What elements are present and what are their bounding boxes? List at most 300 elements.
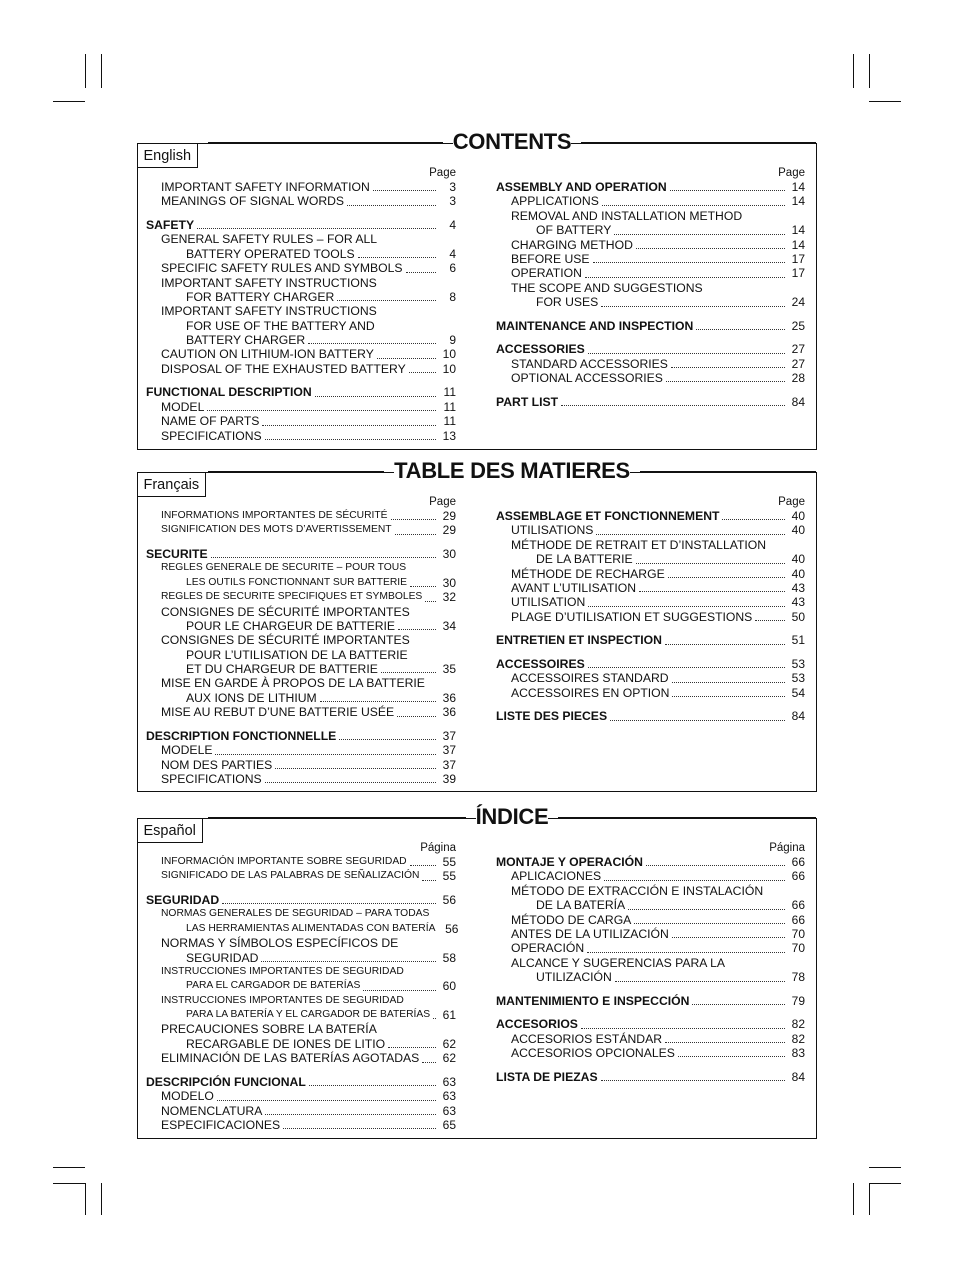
dot-leader [670, 190, 785, 191]
toc-entry-text: THE SCOPE AND SUGGESTIONS [511, 280, 703, 295]
toc-entry [496, 671, 805, 685]
toc-page-number: 10 [442, 347, 456, 362]
toc-entry-text: REMOVAL AND INSTALLATION METHOD [511, 208, 743, 223]
crop-mark [101, 1183, 102, 1215]
toc-entry-text: MODELE [161, 743, 213, 758]
toc-page-number: 29 [442, 523, 456, 538]
dot-leader [211, 557, 436, 558]
toc-entry-text: ESPECIFICACIONES [161, 1118, 281, 1132]
toc-entry-text: ACCESORIOS OPCIONALES [511, 1046, 675, 1061]
toc-entry-text: SAFETY [146, 217, 195, 232]
toc-entry [146, 194, 456, 208]
toc-heading-entry [496, 319, 805, 333]
toc-entry-text: DE LA BATERÍA [536, 898, 626, 913]
toc-entry-text: MÉTHODE DE RETRAIT ET D’INSTALLATION [511, 537, 767, 552]
toc-entry [496, 884, 805, 898]
toc-page-number: 32 [442, 590, 456, 605]
toc-page-number: 10 [442, 361, 456, 376]
dot-leader [588, 353, 785, 354]
toc-entry-text: ENTRETIEN ET INSPECTION [496, 633, 662, 648]
dot-leader [397, 716, 436, 717]
toc-entry-text: POUR L’UTILISATION DE LA BATTERIE [186, 647, 408, 662]
toc-entry [496, 970, 805, 984]
toc-spacer [496, 385, 805, 394]
dot-leader [309, 1085, 436, 1086]
toc-column-right [496, 841, 805, 1084]
toc-page-number: 66 [791, 898, 805, 913]
toc-page-number: 27 [791, 342, 805, 357]
toc-page-number: 79 [791, 993, 805, 1008]
dot-leader [283, 1128, 436, 1129]
toc-entry [496, 567, 805, 581]
toc-spacer [146, 209, 456, 218]
toc-spacer [496, 1008, 805, 1017]
toc-entry [496, 295, 805, 309]
toc-entry [496, 869, 805, 883]
toc-page-number: 58 [442, 950, 456, 965]
toc-entry-text: LAS HERRAMIENTAS ALIMENTADAS CON BATERÍA [186, 922, 436, 934]
toc-page-number: 82 [791, 1031, 805, 1046]
toc-entry [146, 1089, 456, 1103]
toc-entry [146, 429, 456, 443]
toc-spacer [496, 1060, 805, 1069]
dot-leader [593, 262, 785, 263]
dot-leader [665, 1042, 785, 1043]
toc-entry-text: AVANT L’UTILISATION [511, 580, 637, 595]
dot-leader [602, 205, 785, 206]
dot-leader [215, 754, 436, 755]
toc-entry-text: ACCESORIOS [496, 1017, 578, 1032]
dot-leader [604, 880, 785, 881]
toc-page-number: 51 [791, 633, 805, 648]
dot-leader [614, 234, 785, 235]
toc-heading-entry [496, 342, 805, 356]
toc-entry-text: ACCESSORIES [496, 342, 585, 357]
toc-entry [146, 180, 456, 194]
toc-heading-entry [496, 395, 805, 409]
toc-page-number: 14 [791, 237, 805, 252]
toc-entry [496, 1046, 805, 1060]
toc-entry-text: LES OUTILS FONCTIONNANT SUR BATTERIE [186, 576, 408, 588]
toc-page-number: 62 [442, 1051, 456, 1066]
toc-heading-entry [146, 218, 456, 232]
toc-page-number: 35 [442, 662, 456, 677]
toc-page-number: 36 [442, 705, 456, 720]
toc-page-number: 82 [791, 1017, 805, 1032]
toc-heading-entry [496, 1070, 805, 1084]
dot-leader [265, 1114, 436, 1115]
toc-page-number: 40 [791, 508, 805, 523]
toc-entry-text: OPERACIÓN [511, 941, 585, 956]
toc-entry [146, 576, 456, 590]
toc-entry-text: INFORMATIONS IMPORTANTES DE SÉCURITÉ [161, 509, 388, 521]
toc-entry [146, 400, 456, 414]
toc-page-number: 11 [443, 414, 456, 429]
toc-entry-text: MISE AU REBUT D’UNE BATTERIE USÉE [161, 705, 395, 720]
toc-entry [496, 956, 805, 970]
toc-entry [496, 927, 805, 941]
toc-page-number: 54 [791, 685, 805, 700]
toc-entry-text: CONSIGNES DE SÉCURITÉ IMPORTANTES [161, 633, 410, 648]
toc-entry-text: AUX IONS DE LITHIUM [186, 690, 317, 705]
language-label: Français [137, 472, 207, 497]
page-column-header: Page [429, 496, 456, 508]
dot-leader [422, 880, 436, 881]
toc-entry [146, 705, 456, 719]
toc-entry-text: SIGNIFICATION DES MOTS D’AVERTISSEMENT [161, 524, 392, 536]
crop-mark [853, 54, 854, 88]
toc-entry-text: FOR USES [536, 295, 599, 310]
toc-entry [146, 758, 456, 772]
toc-page-number: 66 [791, 912, 805, 927]
toc-page-number: 39 [442, 772, 456, 786]
crop-mark [869, 1167, 901, 1168]
toc-entry-text: MAINTENANCE AND INSPECTION [496, 318, 694, 333]
toc-entry-text: IMPORTANT SAFETY INSTRUCTIONS [161, 275, 377, 290]
toc-entry-text: UTILISATIONS [511, 523, 594, 538]
toc-entry [146, 921, 459, 936]
toc-entry [146, 276, 456, 290]
title-rule [208, 471, 384, 472]
dot-leader [722, 519, 785, 520]
dot-leader [388, 1047, 436, 1048]
toc-entry-text: UTILISATION [511, 595, 586, 610]
toc-entry [496, 281, 805, 295]
toc-entry [146, 648, 456, 662]
dot-leader [672, 696, 785, 697]
toc-entry-text: IMPORTANT SAFETY INFORMATION [161, 179, 370, 194]
toc-entry-text: ET DU CHARGEUR DE BATTERIE [186, 662, 378, 677]
toc-column-right [496, 495, 805, 724]
dot-leader [596, 534, 785, 535]
toc-page-number: 53 [791, 656, 805, 671]
toc-entry-text: SPECIFIC SAFETY RULES AND SYMBOLS [161, 261, 403, 276]
toc-page-number: 50 [791, 609, 805, 624]
toc-page-number: 66 [791, 869, 805, 884]
dot-leader [262, 425, 436, 426]
title-rule [208, 817, 466, 818]
toc-entry-text: INSTRUCCIONES IMPORTANTES DE SEGURIDAD [161, 994, 404, 1006]
toc-page-number: 43 [791, 580, 805, 595]
page-column-header: Página [420, 842, 456, 854]
section-title: ÍNDICE [476, 802, 549, 832]
toc-entry-text: ACCESORIOS ESTÁNDAR [511, 1031, 663, 1046]
crop-mark [869, 1183, 901, 1184]
toc-entry [146, 290, 456, 304]
dot-leader [672, 682, 785, 683]
dot-leader [672, 937, 785, 938]
dot-leader [561, 405, 785, 406]
contents-section-espanol [137, 804, 817, 1139]
toc-spacer [146, 720, 456, 729]
toc-entry [496, 581, 805, 595]
toc-entry-text: MEANINGS OF SIGNAL WORDS [161, 194, 345, 209]
toc-entry [496, 266, 805, 280]
crop-mark [869, 54, 870, 88]
toc-entry [496, 252, 805, 266]
toc-entry-text: FOR USE OF THE BATTERY AND [186, 318, 375, 333]
language-label: English [137, 143, 199, 168]
title-rule [558, 817, 816, 818]
dot-leader [696, 329, 785, 330]
toc-page-number: 63 [442, 1089, 456, 1104]
toc-entry [146, 561, 456, 575]
toc-entry-text: UTILIZACIÓN [536, 970, 612, 985]
dot-leader [398, 629, 436, 630]
dot-leader [601, 306, 785, 307]
toc-entry-text: FUNCTIONAL DESCRIPTION [146, 385, 312, 400]
toc-page-number: 4 [449, 217, 456, 232]
page-column-header: Página [769, 842, 805, 854]
toc-entry-text: INSTRUCCIONES IMPORTANTES DE SEGURIDAD [161, 965, 404, 977]
toc-page-number: 14 [791, 179, 805, 194]
toc-spacer [496, 333, 805, 342]
toc-page-number: 84 [791, 1069, 805, 1084]
toc-entry [146, 509, 456, 523]
toc-entry [496, 223, 805, 237]
toc-entry-text: SECURITE [146, 546, 208, 561]
toc-heading-entry [496, 509, 805, 523]
toc-spacer [496, 648, 805, 657]
toc-heading-entry [496, 633, 805, 647]
toc-page-number: 62 [442, 1036, 456, 1051]
dot-leader [315, 396, 436, 397]
crop-mark [869, 101, 901, 102]
toc-entry [496, 538, 805, 552]
toc-entry [146, 994, 456, 1008]
toc-entry-text: PART LIST [496, 394, 559, 409]
toc-entry-text: NORMAS GENERALES DE SEGURIDAD – PARA TODAS [161, 908, 430, 920]
dot-leader [391, 519, 436, 520]
toc-entry-text: PARA EL CARGADOR DE BATERÍAS [186, 980, 361, 992]
toc-entry-text: ALCANCE Y SUGERENCIAS PARA LA [511, 955, 726, 970]
dot-leader [636, 248, 785, 249]
toc-entry-text: GENERAL SAFETY RULES – FOR ALL [161, 232, 378, 247]
toc-page-number: 6 [449, 261, 456, 276]
toc-entry [496, 898, 805, 912]
toc-heading-entry [146, 1075, 456, 1089]
toc-entry [146, 362, 456, 376]
toc-entry [146, 936, 456, 950]
language-label: Español [137, 818, 203, 843]
toc-page-number: 60 [442, 979, 456, 994]
toc-entry [496, 610, 805, 624]
toc-entry [146, 676, 456, 690]
toc-page-number: 65 [442, 1118, 456, 1132]
toc-entry-text: PRECAUCIONES SOBRE LA BATERÍA [161, 1022, 377, 1037]
toc-entry-text: MANTENIMIENTO E INSPECCIÓN [496, 993, 690, 1008]
toc-entry [146, 772, 456, 786]
toc-page-number: 3 [449, 179, 456, 194]
toc-page-number: 3 [449, 194, 456, 209]
section-title: TABLE DES MATIERES [394, 456, 630, 486]
toc-page-number: 70 [791, 926, 805, 941]
toc-heading-entry [146, 729, 456, 743]
toc-entry-text: ASSEMBLAGE ET FONCTIONNEMENT [496, 508, 720, 523]
toc-entry-text: APLICACIONES [511, 869, 602, 884]
toc-page-number: 40 [791, 552, 805, 567]
toc-entry [146, 590, 456, 604]
dot-leader [410, 865, 436, 866]
crop-mark [85, 1183, 86, 1215]
toc-entry-text: PLAGE D’UTILISATION ET SUGGESTIONS [511, 609, 753, 624]
toc-entry [146, 261, 456, 275]
toc-entry [496, 941, 805, 955]
page-column-header: Page [778, 167, 805, 179]
toc-entry-text: ASSEMBLY AND OPERATION [496, 179, 667, 194]
toc-page-number: 8 [449, 289, 456, 304]
dot-leader [261, 961, 436, 962]
toc-page-number: 36 [442, 690, 456, 705]
dot-leader [347, 205, 436, 206]
toc-entry-text: OPERATION [511, 266, 582, 281]
dot-leader [265, 782, 436, 783]
toc-page-number: 24 [791, 295, 805, 310]
toc-page-number: 55 [442, 869, 456, 884]
dot-leader [406, 272, 436, 273]
toc-page-number: 40 [791, 566, 805, 581]
dot-leader [678, 1056, 785, 1057]
toc-entry-text: MODEL [161, 399, 205, 414]
toc-entry-text: SPECIFICATIONS [161, 428, 262, 443]
dot-leader [634, 923, 785, 924]
toc-page-number: 84 [791, 394, 805, 409]
section-title: CONTENTS [453, 127, 572, 157]
dot-leader [610, 720, 785, 721]
toc-entry [146, 304, 456, 318]
dot-leader [588, 667, 785, 668]
dot-leader [358, 257, 436, 258]
toc-entry-text: ACCESSOIRES [496, 656, 585, 671]
dot-leader [692, 1004, 785, 1005]
toc-entry [496, 238, 805, 252]
toc-entry-text: MONTAJE Y OPERACIÓN [496, 854, 643, 869]
crop-mark [869, 1183, 870, 1215]
dot-leader [639, 591, 785, 592]
dot-leader [601, 1080, 785, 1081]
toc-entry-text: REGLES DE SECURITE SPECIFIQUES ET SYMBOLES [161, 591, 423, 603]
toc-entry-text: ACCESSOIRES STANDARD [511, 671, 669, 686]
toc-entry [146, 1008, 456, 1022]
dot-leader [217, 1100, 436, 1101]
dot-leader [377, 358, 436, 359]
toc-entry-text: MODELO [161, 1089, 214, 1104]
toc-column-left [146, 495, 456, 786]
toc-page-number: 17 [791, 266, 805, 281]
dot-leader [381, 672, 436, 673]
dot-leader [425, 601, 436, 602]
toc-entry [146, 414, 456, 428]
toc-entry-text: CONSIGNES DE SÉCURITÉ IMPORTANTES [161, 604, 410, 619]
dot-leader [222, 903, 436, 904]
dot-leader [373, 190, 436, 191]
toc-entry-text: FOR BATTERY CHARGER [186, 289, 335, 304]
toc-entry [146, 965, 456, 979]
toc-page-number: 30 [442, 546, 456, 561]
toc-column-left [146, 166, 456, 443]
toc-page-number: 11 [443, 385, 456, 400]
toc-entry-text: OF BATTERY [536, 223, 612, 238]
toc-entry [146, 1118, 456, 1132]
page-column-header: Page [429, 167, 456, 179]
dot-leader [320, 701, 436, 702]
toc-entry-text: MÉTODO DE CARGA [511, 912, 632, 927]
toc-entry [146, 979, 456, 993]
toc-entry-text: OPTIONAL ACCESSORIES [511, 371, 663, 386]
crop-mark [53, 1167, 85, 1168]
dot-leader [636, 563, 785, 564]
dot-leader [265, 439, 436, 440]
toc-entry [496, 686, 805, 700]
toc-entry [146, 869, 456, 883]
toc-page-number: 27 [791, 356, 805, 371]
toc-page-number: 84 [791, 709, 805, 724]
dot-leader [665, 644, 785, 645]
crop-mark [85, 54, 86, 88]
toc-page-number: 55 [442, 854, 456, 869]
toc-entry [496, 194, 805, 208]
dot-leader [615, 981, 785, 982]
toc-spacer [146, 376, 456, 385]
toc-entry [146, 619, 456, 633]
title-rule [640, 471, 816, 472]
toc-page-number: 61 [442, 1008, 456, 1023]
toc-entry-text: CHARGING METHOD [511, 237, 633, 252]
dot-leader [588, 606, 785, 607]
toc-heading-entry [496, 855, 805, 869]
dot-leader [410, 586, 436, 587]
toc-heading-entry [146, 893, 456, 907]
toc-entry [146, 1104, 456, 1118]
toc-entry [146, 333, 456, 347]
toc-page-number: 13 [442, 428, 456, 443]
crop-mark [853, 1183, 854, 1215]
toc-entry [146, 605, 456, 619]
toc-entry-text: SEGURIDAD [146, 892, 220, 907]
toc-entry-text: IMPORTANT SAFETY INSTRUCTIONS [161, 304, 377, 319]
toc-entry-text: APPLICATIONS [511, 194, 599, 209]
toc-spacer [496, 700, 805, 709]
toc-page-number: 63 [442, 1074, 456, 1089]
toc-entry [146, 907, 456, 921]
toc-entry [496, 595, 805, 609]
toc-spacer [146, 538, 456, 547]
toc-entry [146, 1022, 456, 1036]
toc-entry-text: DESCRIPCIÓN FUNCIONAL [146, 1074, 306, 1089]
toc-entry-text: PARA LA BATERÍA Y EL CARGADOR DE BATERÍAS [186, 1009, 431, 1021]
toc-entry-text: REGLES GENERALE DE SECURITE – POUR TOUS [161, 562, 407, 574]
toc-entry-text: DESCRIPTION FONCTIONNELLE [146, 728, 337, 743]
dot-leader [207, 410, 436, 411]
toc-spacer [496, 310, 805, 319]
toc-spacer [146, 884, 456, 893]
toc-entry-text: ELIMINACIÓN DE LAS BATERÍAS AGOTADAS [161, 1051, 420, 1066]
toc-page-number: 66 [791, 854, 805, 869]
dot-leader [755, 620, 785, 621]
contents-section-francais [137, 458, 817, 792]
title-rule [581, 142, 816, 143]
toc-page-number: 17 [791, 251, 805, 266]
toc-entry-text: BATTERY CHARGER [186, 333, 306, 348]
toc-entry-text: LISTA DE PIEZAS [496, 1069, 598, 1084]
toc-entry [146, 523, 456, 537]
toc-spacer [146, 1066, 456, 1075]
dot-leader [587, 952, 785, 953]
toc-spacer [496, 624, 805, 633]
toc-entry-text: MÉTODO DE EXTRACCIÓN E INSTALACIÓN [511, 883, 764, 898]
dot-leader [671, 367, 785, 368]
toc-entry [146, 232, 456, 246]
